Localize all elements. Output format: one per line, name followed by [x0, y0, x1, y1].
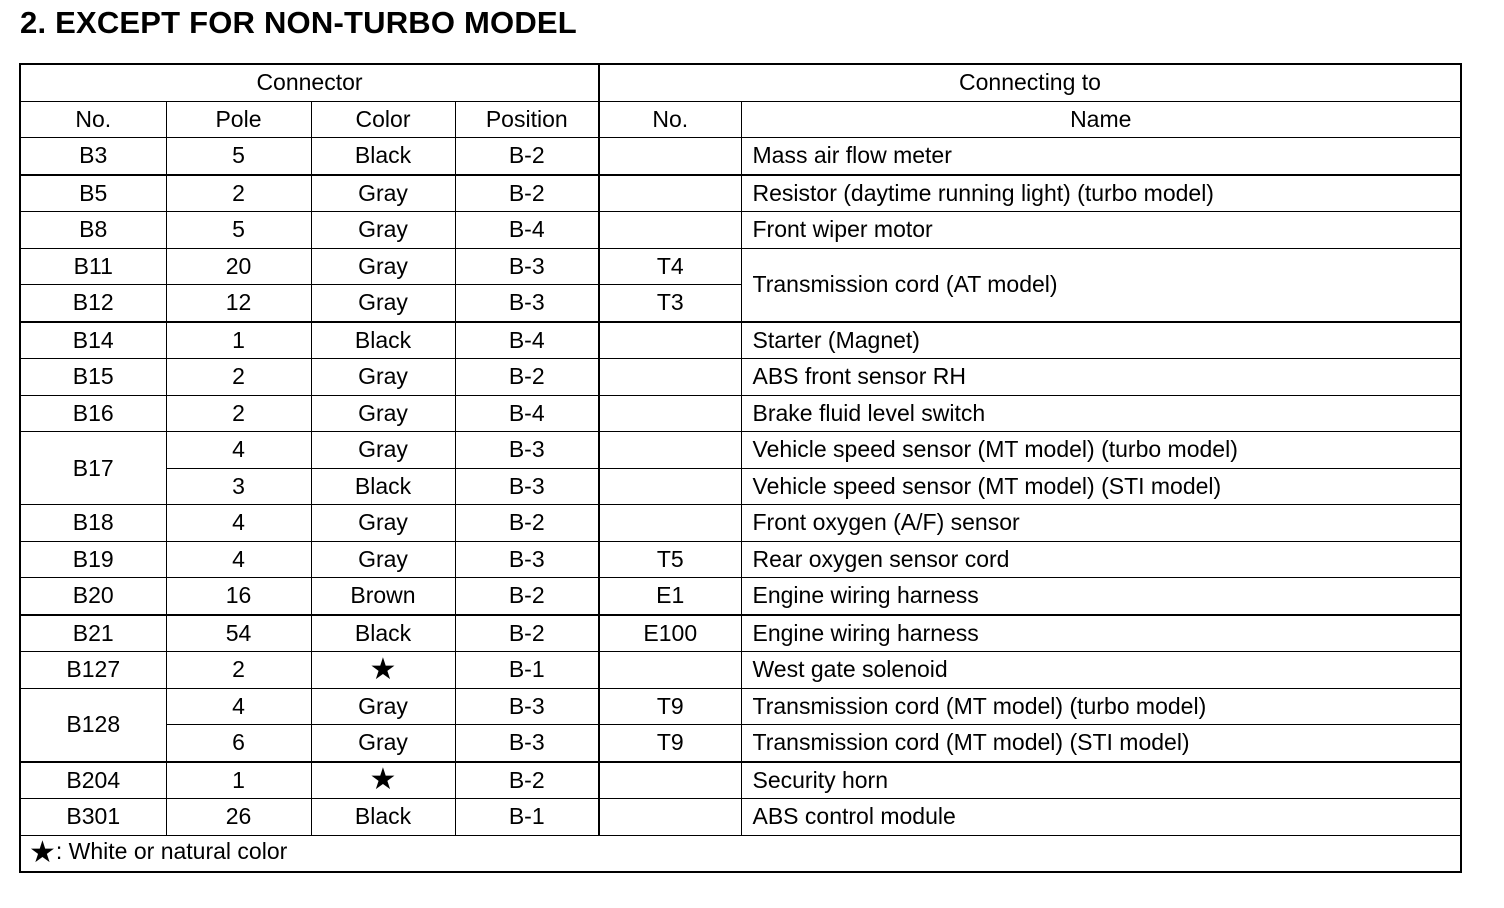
cell-no: B21 [20, 615, 166, 652]
cell-to-no [599, 762, 741, 799]
cell-position: B-3 [455, 432, 599, 469]
cell-name: Starter (Magnet) [741, 322, 1461, 359]
cell-position: B-3 [455, 725, 599, 762]
cell-color: Gray [311, 688, 455, 725]
star-icon-glyph: ★ [369, 763, 397, 797]
cell-pole: 5 [166, 212, 311, 249]
cell-pole: 2 [166, 359, 311, 396]
legend [20, 835, 1461, 872]
cell-name: Transmission cord (MT model) (STI model) [741, 725, 1461, 762]
cell-pole: 5 [166, 138, 311, 175]
cell-position: B-3 [455, 248, 599, 285]
table-row [20, 322, 1461, 359]
cell-pole: 4 [166, 541, 311, 578]
cell-color: Black [311, 799, 455, 836]
cell-color: Gray [311, 505, 455, 542]
cell-to-no: T9 [599, 688, 741, 725]
cell-position: B-3 [455, 688, 599, 725]
cell-to-no [599, 652, 741, 689]
cell-position: B-2 [455, 578, 599, 615]
cell-position: B-2 [455, 359, 599, 396]
cell-position: B-2 [455, 505, 599, 542]
cell-color: Gray [311, 285, 455, 322]
cell-name: Engine wiring harness [741, 578, 1461, 615]
cell-to-no [599, 138, 741, 175]
cell-pole: 20 [166, 248, 311, 285]
table-row [20, 541, 1461, 578]
table-row [20, 799, 1461, 836]
cell-pole: 1 [166, 762, 311, 799]
cell-to-no [599, 322, 741, 359]
header-connecting-to: Connecting to [599, 64, 1461, 101]
cell-position: B-2 [455, 175, 599, 212]
cell-color: Gray [311, 212, 455, 249]
cell-position: B-1 [455, 652, 599, 689]
cell-no: B12 [20, 285, 166, 322]
cell-pole: 26 [166, 799, 311, 836]
cell-to-no: E1 [599, 578, 741, 615]
table-row [20, 578, 1461, 615]
star-icon: ★ [29, 836, 56, 870]
cell-name: Vehicle speed sensor (MT model) (turbo model) [741, 432, 1461, 469]
cell-position: B-2 [455, 615, 599, 652]
cell-name: Transmission cord (MT model) (turbo model) [741, 688, 1461, 725]
table-row [20, 762, 1461, 799]
table-row [20, 432, 1461, 469]
cell-pole: 6 [166, 725, 311, 762]
cell-position: B-4 [455, 212, 599, 249]
star-icon [311, 762, 455, 799]
cell-position: B-1 [455, 799, 599, 836]
cell-name: Security horn [741, 762, 1461, 799]
header-pole: Pole [166, 101, 311, 138]
page-title: 2. EXCEPT FOR NON-TURBO MODEL [20, 5, 577, 40]
cell-name: Engine wiring harness [741, 615, 1461, 652]
cell-to-no [599, 799, 741, 836]
cell-color: Black [311, 615, 455, 652]
table-row [20, 652, 1461, 689]
cell-no: B204 [20, 762, 166, 799]
cell-to-no: T5 [599, 541, 741, 578]
header-position: Position [455, 101, 599, 138]
cell-pole: 2 [166, 175, 311, 212]
cell-no: B14 [20, 322, 166, 359]
star-icon-glyph: ★ [369, 652, 397, 686]
cell-color: Black [311, 322, 455, 359]
cell-no: B127 [20, 652, 166, 689]
cell-to-no [599, 432, 741, 469]
header-group-row [20, 64, 1461, 101]
cell-no: B16 [20, 395, 166, 432]
cell-name: ABS control module [741, 799, 1461, 836]
header-to-no: No. [599, 101, 741, 138]
cell-name: Vehicle speed sensor (MT model) (STI model) [741, 468, 1461, 505]
table-row [20, 138, 1461, 175]
cell-to-no: E100 [599, 615, 741, 652]
cell-no: B11 [20, 248, 166, 285]
table-row [20, 248, 1461, 285]
table-row [20, 688, 1461, 725]
cell-color: Gray [311, 175, 455, 212]
cell-color: Black [311, 138, 455, 175]
cell-to-no [599, 175, 741, 212]
header-row [20, 101, 1461, 138]
cell-no: B19 [20, 541, 166, 578]
cell-pole: 54 [166, 615, 311, 652]
cell-color: Gray [311, 395, 455, 432]
cell-color: Gray [311, 432, 455, 469]
cell-to-no [599, 468, 741, 505]
cell-to-no [599, 212, 741, 249]
cell-no: B20 [20, 578, 166, 615]
cell-color: Gray [311, 725, 455, 762]
table-row [20, 395, 1461, 432]
cell-color: Brown [311, 578, 455, 615]
cell-position: B-4 [455, 395, 599, 432]
cell-name: Rear oxygen sensor cord [741, 541, 1461, 578]
cell-pole: 16 [166, 578, 311, 615]
cell-to-no [599, 505, 741, 542]
table-row [20, 359, 1461, 396]
cell-no: B3 [20, 138, 166, 175]
table-row [20, 212, 1461, 249]
cell-name: Front oxygen (A/F) sensor [741, 505, 1461, 542]
cell-position: B-3 [455, 541, 599, 578]
cell-position: B-2 [455, 138, 599, 175]
cell-position: B-4 [455, 322, 599, 359]
cell-pole: 1 [166, 322, 311, 359]
cell-color: Black [311, 468, 455, 505]
cell-color: Gray [311, 541, 455, 578]
cell-name: Mass air flow meter [741, 138, 1461, 175]
cell-name: Front wiper motor [741, 212, 1461, 249]
cell-pole: 2 [166, 652, 311, 689]
cell-pole: 12 [166, 285, 311, 322]
cell-no: B15 [20, 359, 166, 396]
cell-to-no: T3 [599, 285, 741, 322]
cell-no: B17 [20, 432, 166, 505]
cell-position: B-3 [455, 285, 599, 322]
cell-pole: 2 [166, 395, 311, 432]
cell-pole: 4 [166, 505, 311, 542]
cell-to-no [599, 359, 741, 396]
cell-name: Transmission cord (AT model) [741, 248, 1461, 322]
cell-name: West gate solenoid [741, 652, 1461, 689]
cell-position: B-3 [455, 468, 599, 505]
cell-name: ABS front sensor RH [741, 359, 1461, 396]
cell-to-no [599, 395, 741, 432]
cell-no: B301 [20, 799, 166, 836]
cell-no: B8 [20, 212, 166, 249]
cell-name: Brake fluid level switch [741, 395, 1461, 432]
cell-no: B128 [20, 688, 166, 762]
cell-no: B5 [20, 175, 166, 212]
table-row [20, 468, 1461, 505]
cell-no: B18 [20, 505, 166, 542]
cell-pole: 4 [166, 688, 311, 725]
cell-to-no: T4 [599, 248, 741, 285]
table-row [20, 505, 1461, 542]
header-no: No. [20, 101, 166, 138]
cell-color: Gray [311, 248, 455, 285]
cell-pole: 4 [166, 432, 311, 469]
header-name: Name [741, 101, 1461, 138]
cell-name: Resistor (daytime running light) (turbo model) [741, 175, 1461, 212]
cell-color: Gray [311, 359, 455, 396]
cell-to-no: T9 [599, 725, 741, 762]
header-connector: Connector [20, 64, 599, 101]
connector-table [19, 63, 1462, 873]
header-color: Color [311, 101, 455, 138]
table-row [20, 725, 1461, 762]
table-row [20, 175, 1461, 212]
table-row [20, 615, 1461, 652]
cell-position: B-2 [455, 762, 599, 799]
legend-text: : White or natural color [55, 838, 288, 865]
cell-pole: 3 [166, 468, 311, 505]
legend-row [20, 835, 1461, 872]
star-icon [311, 652, 455, 689]
